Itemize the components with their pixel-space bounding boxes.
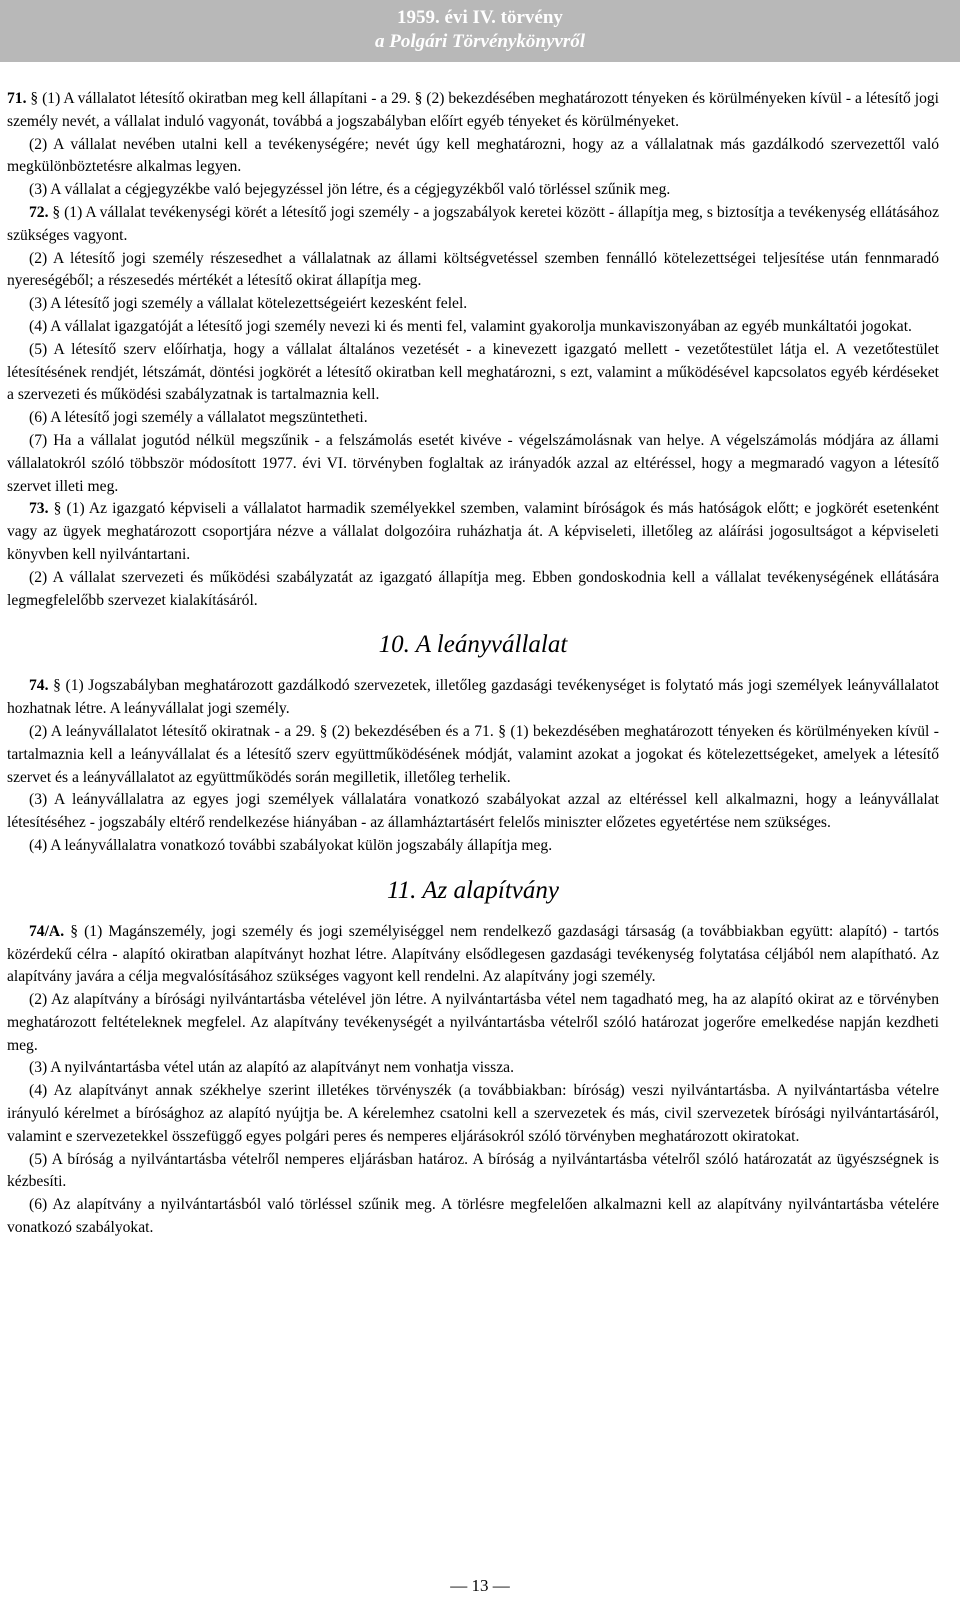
paragraph: 74. § (1) Jogszabályban meghatározott gazdálkodó szervezetek, illetőleg gazdasági tevékenységet is folytató más jogi személyek leányvállalatot hozhatnak létre. A leányvállalat jogi személy. <box>7 677 939 718</box>
paragraph: (5) A létesítő szerv előírhatja, hogy a vállalat általános vezetését - a kinevezett igazgató mellett - vezetőtestület látja el. A vezetőtestület létesítésének rendjét, létszámát, döntési jogkörét a létesítő okiratban kell meghatározni, s ezt, valamint a működésével kapcsolatos egyéb kérdéseket a szervezeti és működési szabályzatnak is tartalmaznia kell. <box>7 340 939 404</box>
section-number: 74. <box>29 677 49 695</box>
paragraph: (3) A nyilvántartásba vétel után az alapító az alapítványt nem vonhatja vissza. <box>29 1059 514 1077</box>
section-number: 72. <box>29 203 49 221</box>
paragraph: (7) Ha a vállalat jogutód nélkül megszűnik - a felszámolás esetét kivéve - végelszámolásnak van helye. A végelszámolás módjára az állami vállalatokról szóló többször módosított 1977. évi VI. törvényben foglaltak az irányadók azzal az eltéréssel, hogy a megmaradó vagyon a létesítő szervet illeti meg. <box>7 431 939 495</box>
paragraph: (3) A létesítő jogi személy a vállalat kötelezettségeiért kezesként felel. <box>29 295 468 313</box>
paragraph: 73. § (1) Az igazgató képviseli a vállalatot harmadik személyekkel szemben, valamint bíróságok és más hatóságok előtt; e jogkörét esetenként vagy az ügyek meghatározott csoportjára nézve a vállalat dolgozóira ruházhatja át. A képviseleti, illetőleg az aláírási jogosultságot a képviseleti könyvben kell nyilvántartani. <box>7 500 939 563</box>
paragraph: (4) Az alapítványt annak székhelye szerint illetékes törvényszék (a továbbiakban: bíróság) veszi nyilvántartásba. A nyilvántartásba vételre irányuló kérelmet a bírósághoz az alapító nyújtja be. A kérelemhez csatolni kell a szervezetek és más, civil szervezetek bírósági nyilvántartásáról, valamint e szervezetekkel összefüggő egyes polgári peres és nemperes eljárásokról szóló törvényben meghatározott okiratokat. <box>7 1082 939 1145</box>
paragraph: (6) Az alapítvány a nyilvántartásból való törléssel szűnik meg. A törlésre megfelelően alkalmazni kell az alapítvány nyilvántartásba vételére vonatkozó szabályokat. <box>7 1196 939 1237</box>
page-number: — 13 — <box>450 1576 510 1595</box>
header-title: 1959. évi IV. törvény <box>397 7 563 28</box>
paragraph: (2) A vállalat nevében utalni kell a tevékenységére; nevét úgy kell meghatározni, hogy az a vállalatnak más gazdálkodó szervezettől való megkülönböztetésre alkalmas legyen. <box>7 135 939 176</box>
paragraph: (2) A létesítő jogi személy részesedhet a vállalatnak az állami költségvetéssel szemben fennálló kötelezettségei teljesítése után fennmaradó nyereségéből; a részesedés mértékét a létesítő okirat állapítja meg. <box>7 249 939 290</box>
chapter-heading: 11. Az alapítvány <box>387 876 559 904</box>
paragraph: (2) Az alapítvány a bírósági nyilvántartásba vételével jön létre. A nyilvántartásba vétel nem tagadható meg, ha az alapító okirat az e törvényben meghatározott feltételeknek megfelel. Az alapítvány tevékenységét a nyilvántartásba vételről szóló határozat jogerőre emelkedése napján kezdheti meg. <box>7 991 939 1054</box>
paragraph: (3) A vállalat a cégjegyzékbe való bejegyzéssel jön létre, és a cégjegyzékből való törléssel szűnik meg. <box>29 181 671 199</box>
page-header <box>0 0 960 62</box>
section-number: 73. <box>29 500 49 518</box>
section-number: 74/A. <box>29 922 65 940</box>
paragraph: (3) A leányvállalatra az egyes jogi személyek vállalatára vonatkozó szabályokat azzal az eltéréssel kell alkalmazni, hogy a leányvállalat létesítéséhez - jogszabály eltérő rendelkezése hiányában - az államháztartásért felelős miniszter előzetes egyetértése nem szükséges. <box>7 791 939 832</box>
paragraph: 72. § (1) A vállalat tevékenységi körét a létesítő jogi személy - a jogszabályok keretei között - állapítja meg, s biztosítja a tevékenység ellátásához szükséges vagyont. <box>7 203 939 244</box>
document-body <box>7 88 939 1240</box>
paragraph: 74/A. § (1) Magánszemély, jogi személy és jogi személyiséggel nem rendelkező gazdasági társaság (a továbbiakban együtt: alapító) - tartós közérdekű célra - alapító okiratban alapítványt hozhat létre. Alapítvány elsődlegesen gazdasági tevékenység folytatása céljából nem alapítható. Az alapítvány javára a célja megvalósításához szükséges vagyont kell rendelni. Az alapítvány jogi személy. <box>7 922 939 986</box>
paragraph: (4) A vállalat igazgatóját a létesítő jogi személy nevezi ki és menti fel, valamint gyakorolja munkaviszonyában az egyéb munkáltatói jogokat. <box>29 317 912 335</box>
paragraph: (5) A bíróság a nyilvántartásba vételről nemperes eljárásban határoz. A bíróság a nyilvántartásba vételről szóló határozatát az ügyészségnek is kézbesíti. <box>7 1150 939 1191</box>
paragraph: 71. § (1) A vállalatot létesítő okiratban meg kell állapítani - a 29. § (2) bekezdésében meghatározott tényeken és körülményeken kívül - a létesítő jogi személy nevét, a vállalat induló vagyonát, továbbá a jogszabályban előírt egyéb tényeket és körülményeket. <box>7 90 939 130</box>
header-subtitle: a Polgári Törvénykönyvről <box>374 31 586 52</box>
paragraph: (4) A leányvállalatra vonatkozó további szabályokat külön jogszabály állapítja meg. <box>29 836 553 854</box>
paragraph: (2) A leányvállalatot létesítő okiratnak - a 29. § (2) bekezdésében és a 71. § (1) bekezdésében meghatározott tényeken és körülményeken kívül - tartalmaznia kell a leányvállalat és a létesítő szerv együttműködésének módját, valamint azokat a jogokat és kötelezettségeket, amelyek a létesítő szervet és a leányvállalatot az együttműködés során megilletik, illetőleg terhelik. <box>7 722 939 786</box>
section-number: 71. <box>7 90 27 107</box>
chapter-heading: 10. A leányvállalat <box>378 631 568 659</box>
paragraph: (2) A vállalat szervezeti és működési szabályzatát az igazgató állapítja meg. Ebben gondoskodnia kell a vállalat tevékenységének ellátására legmegfelelőbb szervezet kialakításáról. <box>7 568 939 609</box>
paragraph: (6) A létesítő jogi személy a vállalatot megszüntetheti. <box>29 409 368 427</box>
